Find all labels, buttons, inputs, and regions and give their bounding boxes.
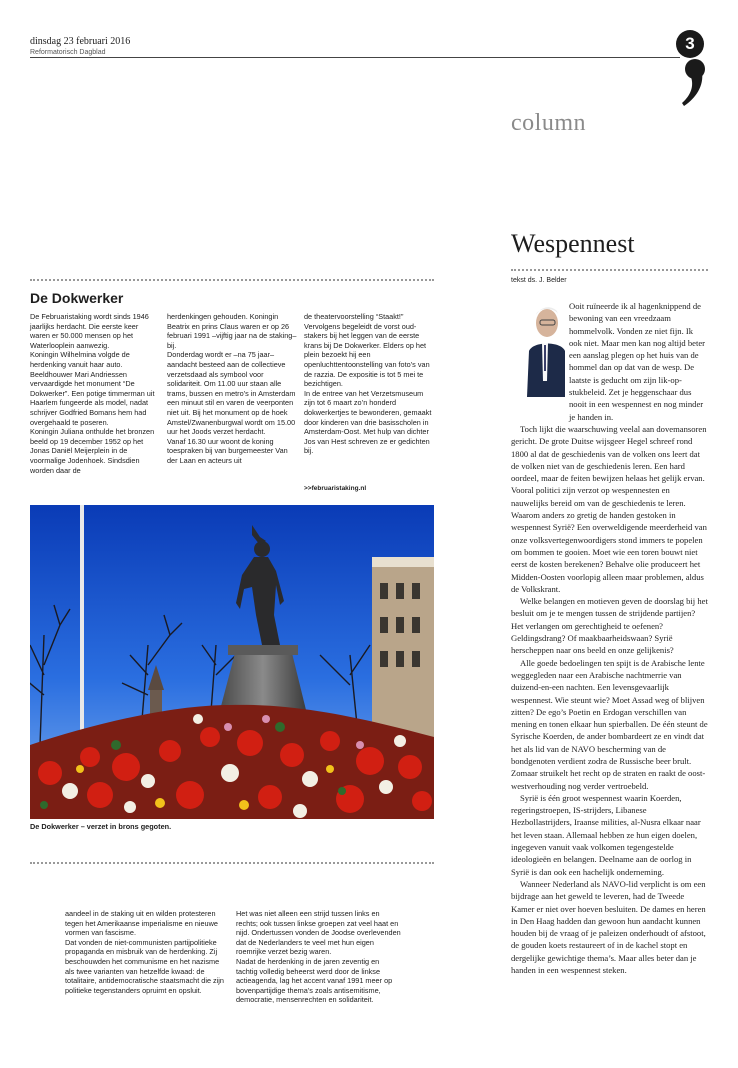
column-paragraph: Wanneer Nederland als NAVO-lid verplicht is om een bijdrage aan het geweld te leveren, had de Tweede Kamer er niet over hoeven besluiten. De dames en heren in Den Haag hadden dan gewoon hun aandacht kunnen houden bij de vraag of je paleizen onderhoudt of afstoot, de gouden koets restaureert of in de kachel stopt en dergelijke gewichtige thema’s. Maar alles beter dan je handen in een wespennest steken. <box>511 878 706 976</box>
photo-caption: De Dokwerker – verzet in brons gegoten. <box>30 822 172 831</box>
bottom-divider <box>30 862 434 864</box>
column-paragraph: Alle goede bedoelingen ten spijt is de Arabische lente weggegleden naar een Arabische nachtmerrie van duizend-en-een nachten. Een levensgevaarlijk wespennest. Wie steunt wie? Moet Assad weg of blijven zitten? De ego’s Poetin en Erdogan verschillen van mening en tonen elkaar hun spierballen. De één steunt de Syrische Koerden, de ander bombardeert ze en vindt dat het als lid van de NAVO bescherming van de bondgenoten verdient zodra de Russische beer brult. Zomaar struikelt het recht op de straten en raakt de oost-westverhouding nog verder vertroebeld. <box>511 657 708 791</box>
page-number-badge: 3 <box>676 30 704 58</box>
column-kicker: column <box>511 110 586 136</box>
newspaper-name: Reformatorisch Dagblad <box>30 49 106 56</box>
bottom-paragraph: aandeel in de staking uit en wilden protesteren tegen het Amerikaanse imperialisme en nieuwe vormen van fascisme. <box>65 909 218 938</box>
dokwerker-photo <box>30 505 434 819</box>
article-paragraph: de theatervoorstelling “Staakt!” Vervolgens begeleidt de vorst oud-stakers bij het leggen van de eerste krans bij De Dokwerker. Elders op het plein bezoekt hij een openluchttentoonstelling van foto’s van de razzia. De expositie is tot 5 mei te bezichtigen. <box>304 312 430 389</box>
comma-logo-icon <box>678 58 710 108</box>
article-paragraph: Koningin Wilhelmina volgde de herdenking vanuit haar auto. <box>30 350 130 369</box>
article-paragraph: In de entree van het Verzetsmuseum zijn tot 6 maart zo’n honderd dokwerkertjes te bewonderen, gemaakt door kinderen van drie basisscholen in Amsterdam-Oost. Met hulp van dichter Jos van Hest schreven ze er gedichten bij. <box>304 388 432 456</box>
bottom-paragraph: Het was niet alleen een strijd tussen links en rechts; ook tussen linkse groepen zat veel haat en nijd. Ondertussen vonden de Joodse overlevenden dat de Nederlanders te veel met hun eigen roemrijke verzet bezig waren. <box>236 909 401 957</box>
column-paragraph: Toch lijkt die waarschuwing veelal aan dovemansoren gericht. De grote Duitse wijsgeer Hegel schreef rond 1800 al dat de geschiedenis van de volken ons leert dat de volken niet van de geschiedenis leren. Een hard oordeel, maar de feiten bewijzen helaas het gelijk ervan. Vooral politici zijn verzot op wespennesten en nauwelijks bereid om van de geschiedenis te leren. Waarom anders zo gretig de handen gestoken in wespennest Syrië? Een overweldigende meerderheid van onze volksvertegenwoordigers stond immers te popelen om bommen te gooien. Moet wie een toren bouwt niet eerst de kosten berekenen? Behalve olie produceert het Midden-Oosten voorlopig alleen maar problemen, aldus de Volkskrant. <box>511 423 707 594</box>
article-column-3 <box>304 312 434 456</box>
article-paragraph: herdenkingen gehouden. Koningin Beatrix en prins Claus waren er op 26 februari 1991 –vijftig jaar na de staking– bij. <box>167 312 297 350</box>
header-rule <box>30 57 680 58</box>
article-column-2 <box>167 312 297 466</box>
bottom-column-2 <box>236 909 401 1005</box>
bottom-paragraph: Dat vonden de niet-communisten partijpolitieke propaganda en misbruik van de herdenking. Zij beschouwden het communisme en het nazisme als twee varianten van hetzelfde kwaad: de totalitaire, antidemocratische staatsmacht die zijn politieke tegenstanders opruimt en opsluit. <box>65 937 224 995</box>
column-byline: tekst ds. J. Belder <box>511 277 567 284</box>
column-paragraph: Ooit ruïneerde ik al hagenknippend de bewoning van een vreedzaam hommelvolk. Vonden ze niet fijn. Ik ook niet. Maar men kan nog altijd beter een aanslag plegen op het huis van de hommel dan op dat van de wesp. De laatste is geducht om zijn lik-op-stukbeleid. Zet je heggenschaar dus nooit in een wespennest en nog minder je handen in. <box>569 301 706 422</box>
februaristaking-link[interactable]: >>februaristaking.nl <box>304 485 367 492</box>
column-divider <box>511 269 708 271</box>
article-paragraph: De Februaristaking wordt sinds 1946 jaarlijks herdacht. Die eerste keer waren er 50.000 mensen op het Waterlooplein aanwezig. <box>30 312 149 350</box>
issue-date: dinsdag 23 februari 2016 <box>30 36 131 47</box>
article-title: De Dokwerker <box>30 290 124 306</box>
article-paragraph: Beeldhouwer Mari Andriessen vervaardigde het monument “De Dokwerker”. Een potige timmerman uit Haarlem fungeerde als model, nadat schrijver Godfried Bomans hem had overgehaald te poseren. <box>30 369 155 427</box>
article-paragraph: Donderdag wordt er –na 75 jaar– aandacht besteed aan de collectieve verzetsdaad als symbool voor solidariteit. Om 11.00 uur staan alle trams, bussen en metro’s in Amsterdam een minuut stil en varen de veerponten niet uit. Bij het monument op de hoek Amstel/Zwanenburgwal wordt om 15.00 uur het Joods verzet herdacht. <box>167 350 296 437</box>
article-paragraph: Vanaf 16.30 uur woont de koning toespraken bij van burgemeester Van der Laan en acteurs uit <box>167 436 288 465</box>
article-paragraph: Koningin Juliana onthulde het bronzen beeld op 19 december 1952 op het Jonas Daniël Meijerplein in de voormalige Jodenhoek. Sindsdien worden daar de <box>30 427 155 475</box>
bottom-paragraph: Nadat de herdenking in de jaren zeventig en tachtig volledig beheerst werd door de linkse actieagenda, lag het accent vanaf 1991 meer op bovenpartijdige thema’s zoals antisemitisme, democratie, mensenrechten en solidariteit. <box>236 956 393 1005</box>
column-body <box>511 300 708 976</box>
column-paragraph: Syrië is één groot wespennest waarin Koerden, regeringstroepen, IS-strijders, Libanese Hezbollastrijders, Iraanse milities, al-Nusra elkaar naar het leven staan. Allemaal hebben ze hun eigen doelen, ingegeven vanuit vaak volkomen tegengestelde ideologieën en belangen. Deelname aan de oorlog in Syrië is dan ook een hachelijk onderneming. <box>511 792 701 877</box>
bottom-column-1 <box>65 909 225 995</box>
article-top-divider <box>30 279 434 281</box>
article-column-1 <box>30 312 160 475</box>
column-paragraph: Welke belangen en motieven geven de doorslag bij het besluit om je te mengen tussen de strijdende partijen? Het verlangen om gerechtigheid te oefenen? Geldingsdrang? Of maakbaarheidswaan? Syrië herscheppen naar ons beeld en onze gelijkenis? <box>511 596 708 656</box>
column-title: Wespennest <box>511 229 635 258</box>
